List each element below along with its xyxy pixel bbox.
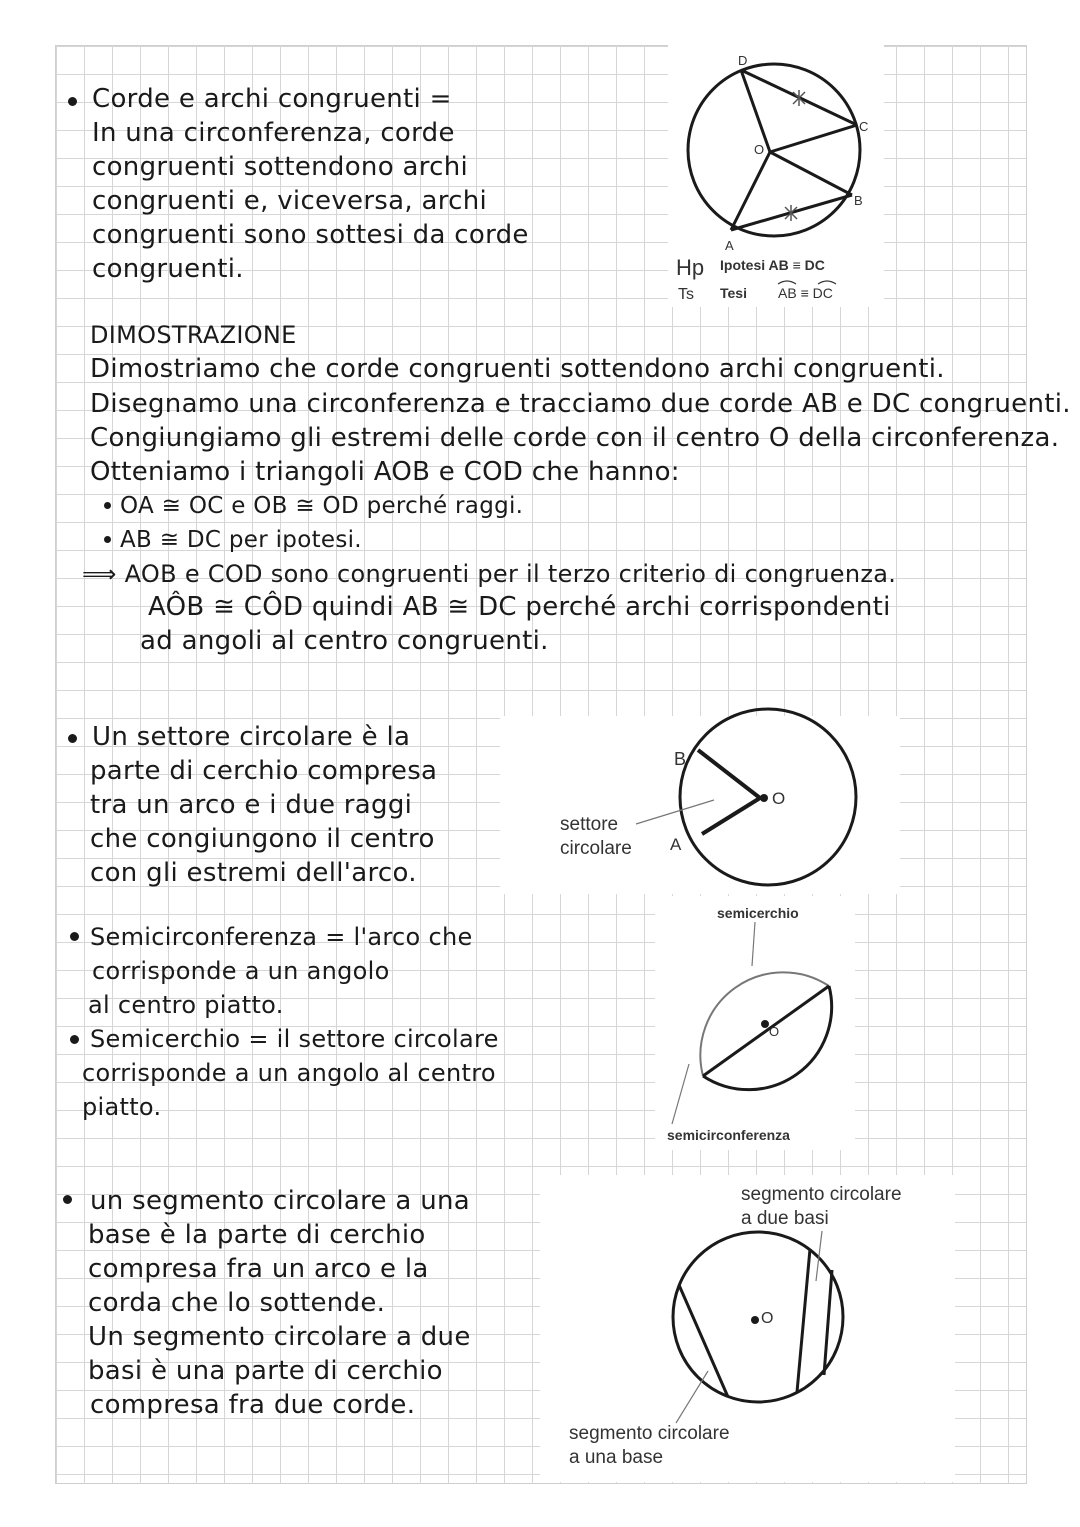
tesi-expression: AB ≡ DC xyxy=(778,285,833,301)
point-label-a: A xyxy=(725,238,734,253)
text-semicirconferenza-line-2: corrisponde a un angolo xyxy=(92,957,390,985)
text-segmento-line-6: basi è una parte di cerchio xyxy=(88,1356,443,1386)
center-point xyxy=(760,794,768,802)
radius-oa xyxy=(731,152,770,230)
bullet-segmento xyxy=(63,1195,72,1204)
text-settore-line-2: parte di cerchio compresa xyxy=(90,756,438,786)
text-segmento-line-4: corda che lo sottende. xyxy=(88,1288,386,1318)
figure-segmento-circolare xyxy=(540,1175,955,1482)
chord-one-base xyxy=(679,1285,728,1397)
text-semicirconferenza-line-1: Semicirconferenza = l'arco che xyxy=(90,923,473,951)
chord-two-bases-left xyxy=(797,1249,810,1392)
proof-heading: DIMOSTRAZIONE xyxy=(90,321,297,349)
center-point xyxy=(751,1316,759,1324)
settore-pointer-line xyxy=(636,800,714,824)
hp-label: Hp xyxy=(676,255,705,280)
text-corde-archi-line-4: congruenti e, viceversa, archi xyxy=(92,186,488,216)
text-corde-archi-line-3: congruenti sottendono archi xyxy=(92,152,469,182)
text-segmento-line-5: Un segmento circolare a due xyxy=(88,1322,471,1352)
text-corde-archi-line-1: Corde e archi congruenti = xyxy=(92,84,452,114)
text-semicerchio-line-2: corrisponde a un angolo al centro xyxy=(82,1059,496,1087)
ipotesi-text: Ipotesi AB ≡ DC xyxy=(720,257,825,273)
proof-line-3: Congiungiamo gli estremi delle corde con il centro O della circonferenza. xyxy=(90,423,1060,453)
arc-symbol-ab xyxy=(778,281,796,284)
tesi-word: Tesi xyxy=(720,285,747,301)
semicircle-arc-dark xyxy=(703,986,832,1090)
proof-conclusion-3: ad angoli al centro congruenti. xyxy=(140,626,549,656)
text-segmento-line-3: compresa fra un arco e la xyxy=(88,1254,429,1284)
proof-conclusion-1: ⟹ AOB e COD sono congruenti per il terzo criterio di congruenza. xyxy=(82,560,897,588)
text-settore-line-3: tra un arco e i due raggi xyxy=(90,790,413,820)
radius-ob xyxy=(698,750,760,798)
point-label-o: O xyxy=(754,142,765,157)
proof-conclusion-2: AÔB ≅ CÔD quindi AB ≅ DC perché archi corrispondenti xyxy=(148,592,891,622)
semicirconferenza-label: semicirconferenza xyxy=(667,1127,790,1143)
radius-oc xyxy=(770,125,857,152)
point-label-b: B xyxy=(674,749,687,769)
bullet-settore xyxy=(68,734,77,743)
semicirconferenza-pointer xyxy=(672,1064,689,1124)
text-settore-line-1: Un settore circolare è la xyxy=(92,722,411,752)
text-semicerchio-line-1: Semicerchio = il settore circolare xyxy=(90,1025,499,1053)
point-label-d: D xyxy=(738,53,748,68)
center-point xyxy=(761,1020,769,1028)
radius-oa xyxy=(702,798,760,834)
settore-label-line-2: circolare xyxy=(560,838,632,859)
radius-ob xyxy=(770,152,852,195)
bullet-semicerchio xyxy=(70,1035,79,1044)
text-settore-line-5: con gli estremi dell'arco. xyxy=(90,858,417,888)
ts-label: Ts xyxy=(678,286,694,303)
two-bases-label-1: segmento circolare xyxy=(741,1184,902,1205)
semicerchio-label: semicerchio xyxy=(717,905,799,921)
point-label-b: B xyxy=(854,193,863,208)
one-base-pointer xyxy=(676,1371,708,1423)
proof-line-1: Dimostriamo che corde congruenti sottendono archi congruenti. xyxy=(90,354,945,384)
point-label-a: A xyxy=(670,835,682,854)
text-corde-archi-line-6: congruenti. xyxy=(92,254,244,284)
bullet-corde-archi xyxy=(68,97,77,106)
text-segmento-line-2: base è la parte di cerchio xyxy=(88,1220,426,1250)
text-semicirconferenza-line-3: al centro piatto. xyxy=(88,991,284,1019)
proof-line-2: Disegnamo una circonferenza e tracciamo due corde AB e DC congruenti. xyxy=(90,389,1071,419)
figure-semicerchio xyxy=(655,896,855,1150)
point-label-o: O xyxy=(769,1024,780,1039)
proof-bullet-1: OA ≅ OC e OB ≅ OD perché raggi. xyxy=(120,493,524,519)
text-segmento-line-7: compresa fra due corde. xyxy=(90,1390,416,1420)
settore-label-line-1: settore xyxy=(560,814,619,835)
text-corde-archi-line-2: In una circonferenza, corde xyxy=(92,118,455,148)
text-segmento-line-1: un segmento circolare a una xyxy=(90,1186,470,1216)
proof-bullet-1-dot xyxy=(104,502,111,509)
arc-symbol-dc xyxy=(818,281,836,284)
semicerchio-pointer xyxy=(752,922,755,966)
point-label-o: O xyxy=(772,789,786,808)
figure-settore-circolare xyxy=(500,716,900,894)
text-semicerchio-line-3: piatto. xyxy=(82,1093,162,1121)
circle-outline xyxy=(673,1232,843,1402)
bullet-semicirconferenza xyxy=(70,932,79,941)
one-base-label-2: a una base xyxy=(569,1447,664,1468)
two-bases-label-2: a due basi xyxy=(741,1208,829,1229)
text-settore-line-4: che congiungono il centro xyxy=(90,824,435,854)
proof-bullet-2: AB ≅ DC per ipotesi. xyxy=(120,527,362,553)
circle-outline xyxy=(680,709,856,885)
figure-congruent-chords xyxy=(668,45,884,307)
point-label-c: C xyxy=(859,119,869,134)
point-label-o: O xyxy=(761,1310,774,1327)
one-base-label-1: segmento circolare xyxy=(569,1423,730,1444)
proof-bullet-2-dot xyxy=(104,536,111,543)
text-corde-archi-line-5: congruenti sono sottesi da corde xyxy=(92,220,529,250)
proof-line-4: Otteniamo i triangoli AOB e COD che hanno: xyxy=(90,457,680,487)
